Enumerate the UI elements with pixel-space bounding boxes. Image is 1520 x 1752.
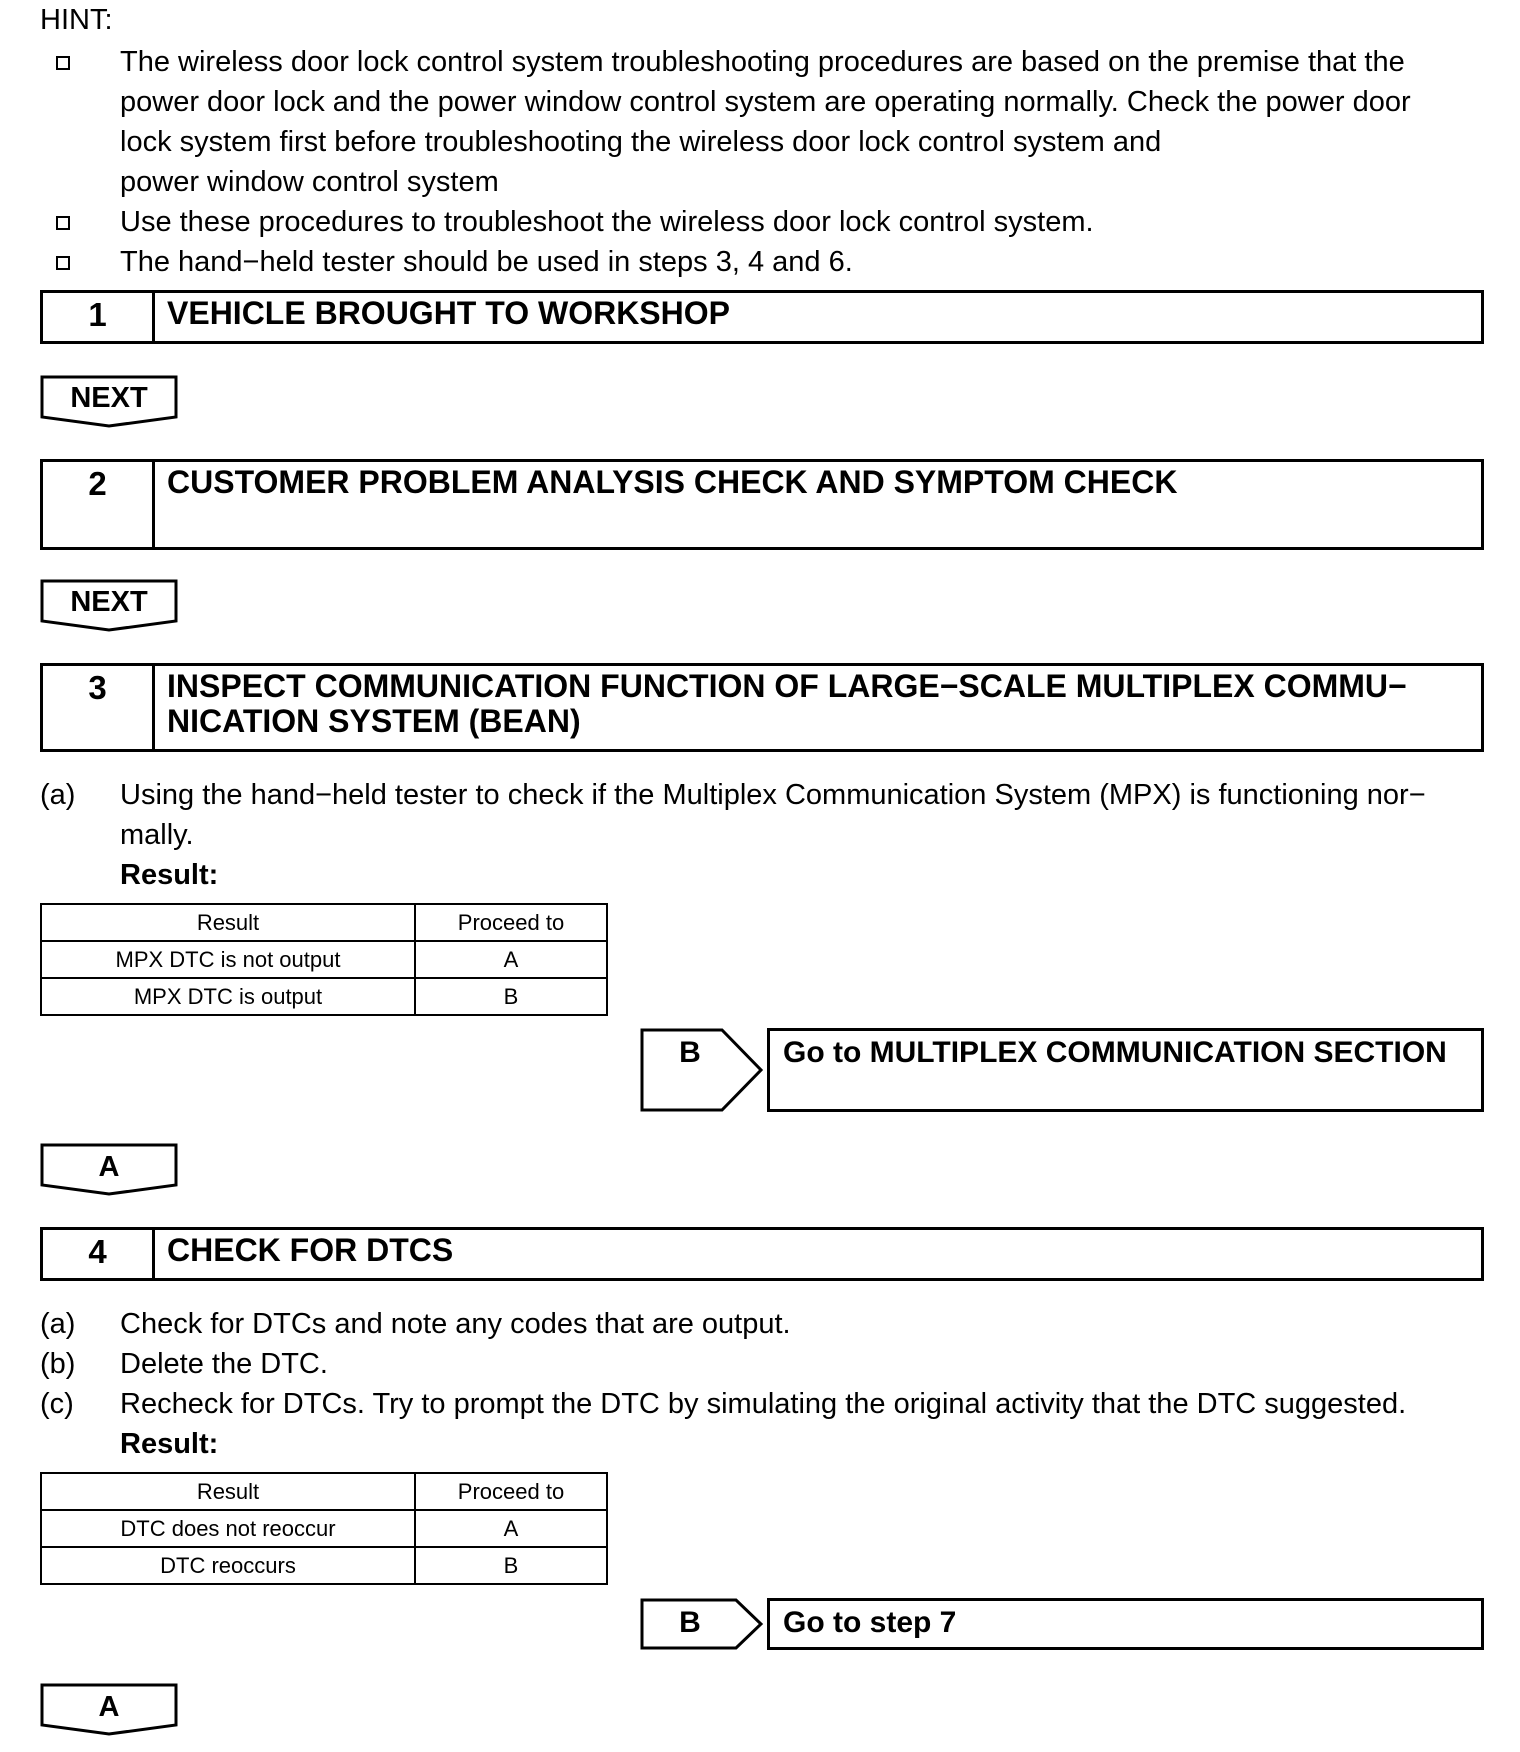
item-label: (b) <box>40 1348 76 1380</box>
step-2-header <box>40 459 1484 550</box>
table-cell: B <box>415 978 607 1015</box>
table-row <box>41 978 607 1015</box>
step-number: 4 <box>43 1230 155 1278</box>
table-cell: A <box>415 1510 607 1547</box>
table-cell: DTC reoccurs <box>41 1547 415 1584</box>
table-cell: A <box>415 941 607 978</box>
table-header: Result <box>41 1473 415 1510</box>
step-4-instruction: Delete the DTC. <box>120 1348 328 1380</box>
step-3-header <box>40 663 1484 752</box>
table-header-row <box>41 904 607 941</box>
step-title-line-2: NICATION SYSTEM (BEAN) <box>167 703 581 739</box>
next-button[interactable] <box>40 579 178 632</box>
result-label: Result: <box>120 1428 219 1460</box>
result-table <box>40 903 608 1016</box>
step-1-header <box>40 290 1484 344</box>
table-header: Result <box>41 904 415 941</box>
hint-bullet-1-line-2: power door lock and the power window control system are operating normally. Check the power door <box>120 86 1411 118</box>
step-number: 3 <box>43 666 155 749</box>
branch-a-label: A <box>98 1151 120 1183</box>
goto-step-7-link[interactable]: Go to step 7 <box>767 1598 1484 1650</box>
branch-a-button[interactable] <box>40 1143 178 1196</box>
step-title: VEHICLE BROUGHT TO WORKSHOP <box>167 295 730 331</box>
table-row <box>41 941 607 978</box>
item-label: (a) <box>40 1308 76 1340</box>
table-header: Proceed to <box>415 904 607 941</box>
item-label: (c) <box>40 1388 74 1420</box>
branch-b-arrow[interactable] <box>640 1598 764 1650</box>
result-label: Result: <box>120 859 219 891</box>
branch-b-arrow[interactable] <box>640 1028 764 1112</box>
step-title: CHECK FOR DTCS <box>167 1232 454 1268</box>
goto-multiplex-section-link[interactable]: Go to MULTIPLEX COMMUNICATION SECTION <box>767 1028 1484 1112</box>
step-title-line-1: INSPECT COMMUNICATION FUNCTION OF LARGE−SCALE MULTIPLEX COMMU− <box>167 668 1407 704</box>
table-cell: B <box>415 1547 607 1584</box>
step-3-instruction-line-2: mally. <box>120 819 194 851</box>
table-row <box>41 1547 607 1584</box>
step-4-instruction: Recheck for DTCs. Try to prompt the DTC by simulating the original activity that the DTC suggested. <box>120 1388 1407 1420</box>
table-cell: DTC does not reoccur <box>41 1510 415 1547</box>
step-4-header <box>40 1227 1484 1281</box>
hint-bullet-1-line-1: The wireless door lock control system troubleshooting procedures are based on the premise that the <box>120 46 1405 78</box>
step-number: 2 <box>43 462 155 547</box>
bullet-square-icon <box>56 216 70 230</box>
result-table <box>40 1472 608 1585</box>
item-label: (a) <box>40 779 76 811</box>
step-4-instruction: Check for DTCs and note any codes that are output. <box>120 1308 791 1340</box>
branch-b-label: B <box>679 1606 701 1639</box>
bullet-square-icon <box>56 256 70 270</box>
table-header: Proceed to <box>415 1473 607 1510</box>
table-cell: MPX DTC is output <box>41 978 415 1015</box>
next-button[interactable] <box>40 375 178 428</box>
step-number: 1 <box>43 293 155 341</box>
branch-b-label: B <box>679 1036 701 1069</box>
next-label: NEXT <box>70 586 148 618</box>
bullet-square-icon <box>56 56 70 70</box>
hint-bullet-2: Use these procedures to troubleshoot the wireless door lock control system. <box>120 206 1094 238</box>
hint-heading: HINT: <box>40 4 113 36</box>
step-title: CUSTOMER PROBLEM ANALYSIS CHECK AND SYMPTOM CHECK <box>167 464 1178 500</box>
step-3-instruction-line-1: Using the hand−held tester to check if the Multiplex Communication System (MPX) is functioning nor− <box>120 779 1426 811</box>
hint-bullet-3: The hand−held tester should be used in steps 3, 4 and 6. <box>120 246 853 278</box>
table-row <box>41 1510 607 1547</box>
branch-a-button[interactable] <box>40 1683 178 1736</box>
next-label: NEXT <box>70 382 148 414</box>
hint-bullet-1-line-3: lock system first before troubleshooting the wireless door lock control system and <box>120 126 1162 158</box>
table-header-row <box>41 1473 607 1510</box>
step-title <box>155 666 1407 749</box>
hint-bullet-1-line-4: power window control system <box>120 166 499 198</box>
branch-a-label: A <box>98 1691 120 1723</box>
table-cell: MPX DTC is not output <box>41 941 415 978</box>
